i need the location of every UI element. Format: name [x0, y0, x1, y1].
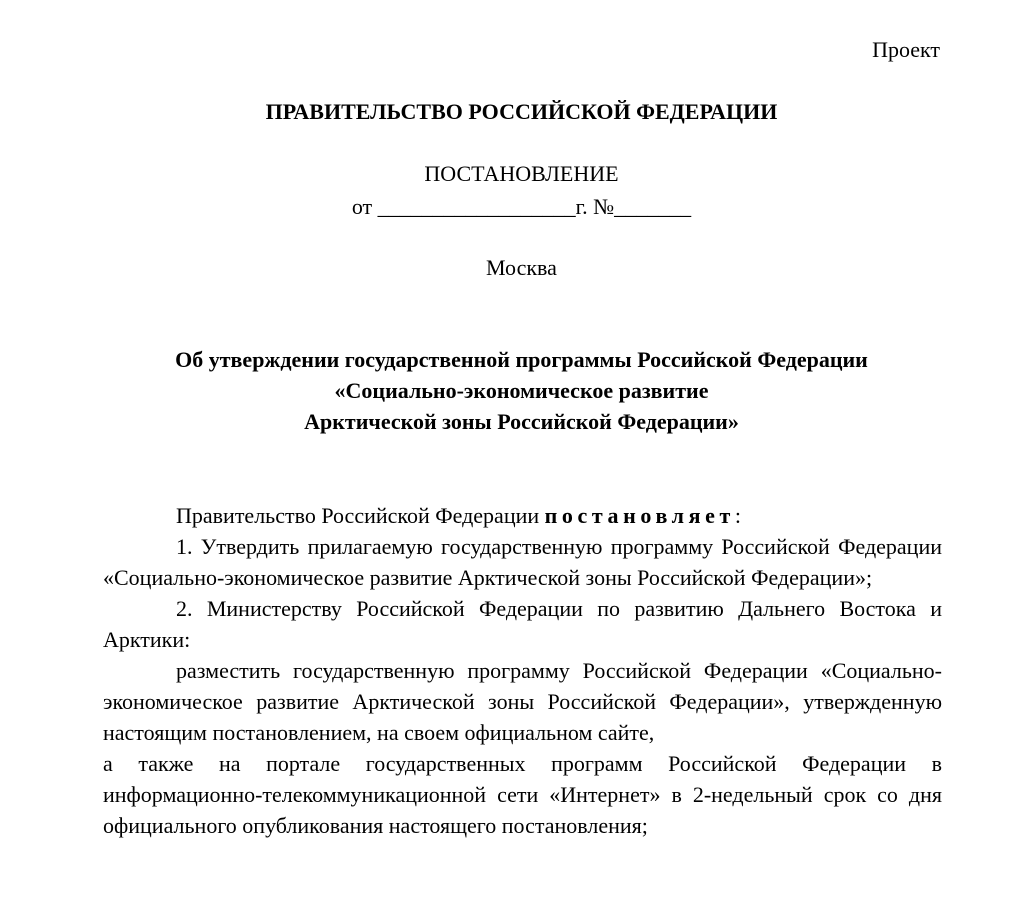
- decree-subject: [0, 344, 1023, 437]
- subject-line-1: Об утверждении государственной программы Российской Федерации: [175, 347, 868, 372]
- intro-prefix: Правительство Российской Федерации: [176, 503, 545, 528]
- decree-verb: постановляет: [544, 503, 735, 528]
- draft-label: Проект: [872, 37, 940, 62]
- paragraph-1: 1. Утвердить прилагаемую государственную программу Российской Федерации «Социально-экономическое развитие Арктической зоны Российской Федерации»;: [103, 534, 942, 590]
- subject-line-3: Арктической зоны Российской Федерации»: [304, 409, 739, 434]
- government-title: ПРАВИТЕЛЬСТВО РОССИЙСКОЙ ФЕДЕРАЦИИ: [265, 99, 778, 124]
- paragraph-3: разместить государственную программу Российской Федерации «Социально-экономическое развитие Арктической зоны Российской Федерации», утвержденную настоящим постановлением, на своем официальном сайте,: [103, 658, 942, 745]
- decree-body: [103, 500, 942, 841]
- intro-suffix: :: [734, 503, 742, 528]
- city-name: Москва: [486, 255, 557, 280]
- paragraph-4: а также на портале государственных программ Российской Федерации в информационно-телекоммуникационной сети «Интернет» в 2-недельный срок со дня официального опубликования настоящего постановления;: [103, 751, 942, 838]
- decree-title: ПОСТАНОВЛЕНИЕ: [424, 161, 619, 186]
- paragraph-2: 2. Министерству Российской Федерации по развитию Дальнего Востока и Арктики:: [103, 596, 942, 652]
- subject-line-2: «Социально-экономическое развитие: [334, 378, 709, 403]
- intro-paragraph: [103, 500, 942, 531]
- date-number-line: от __________________г. №_______: [351, 194, 692, 219]
